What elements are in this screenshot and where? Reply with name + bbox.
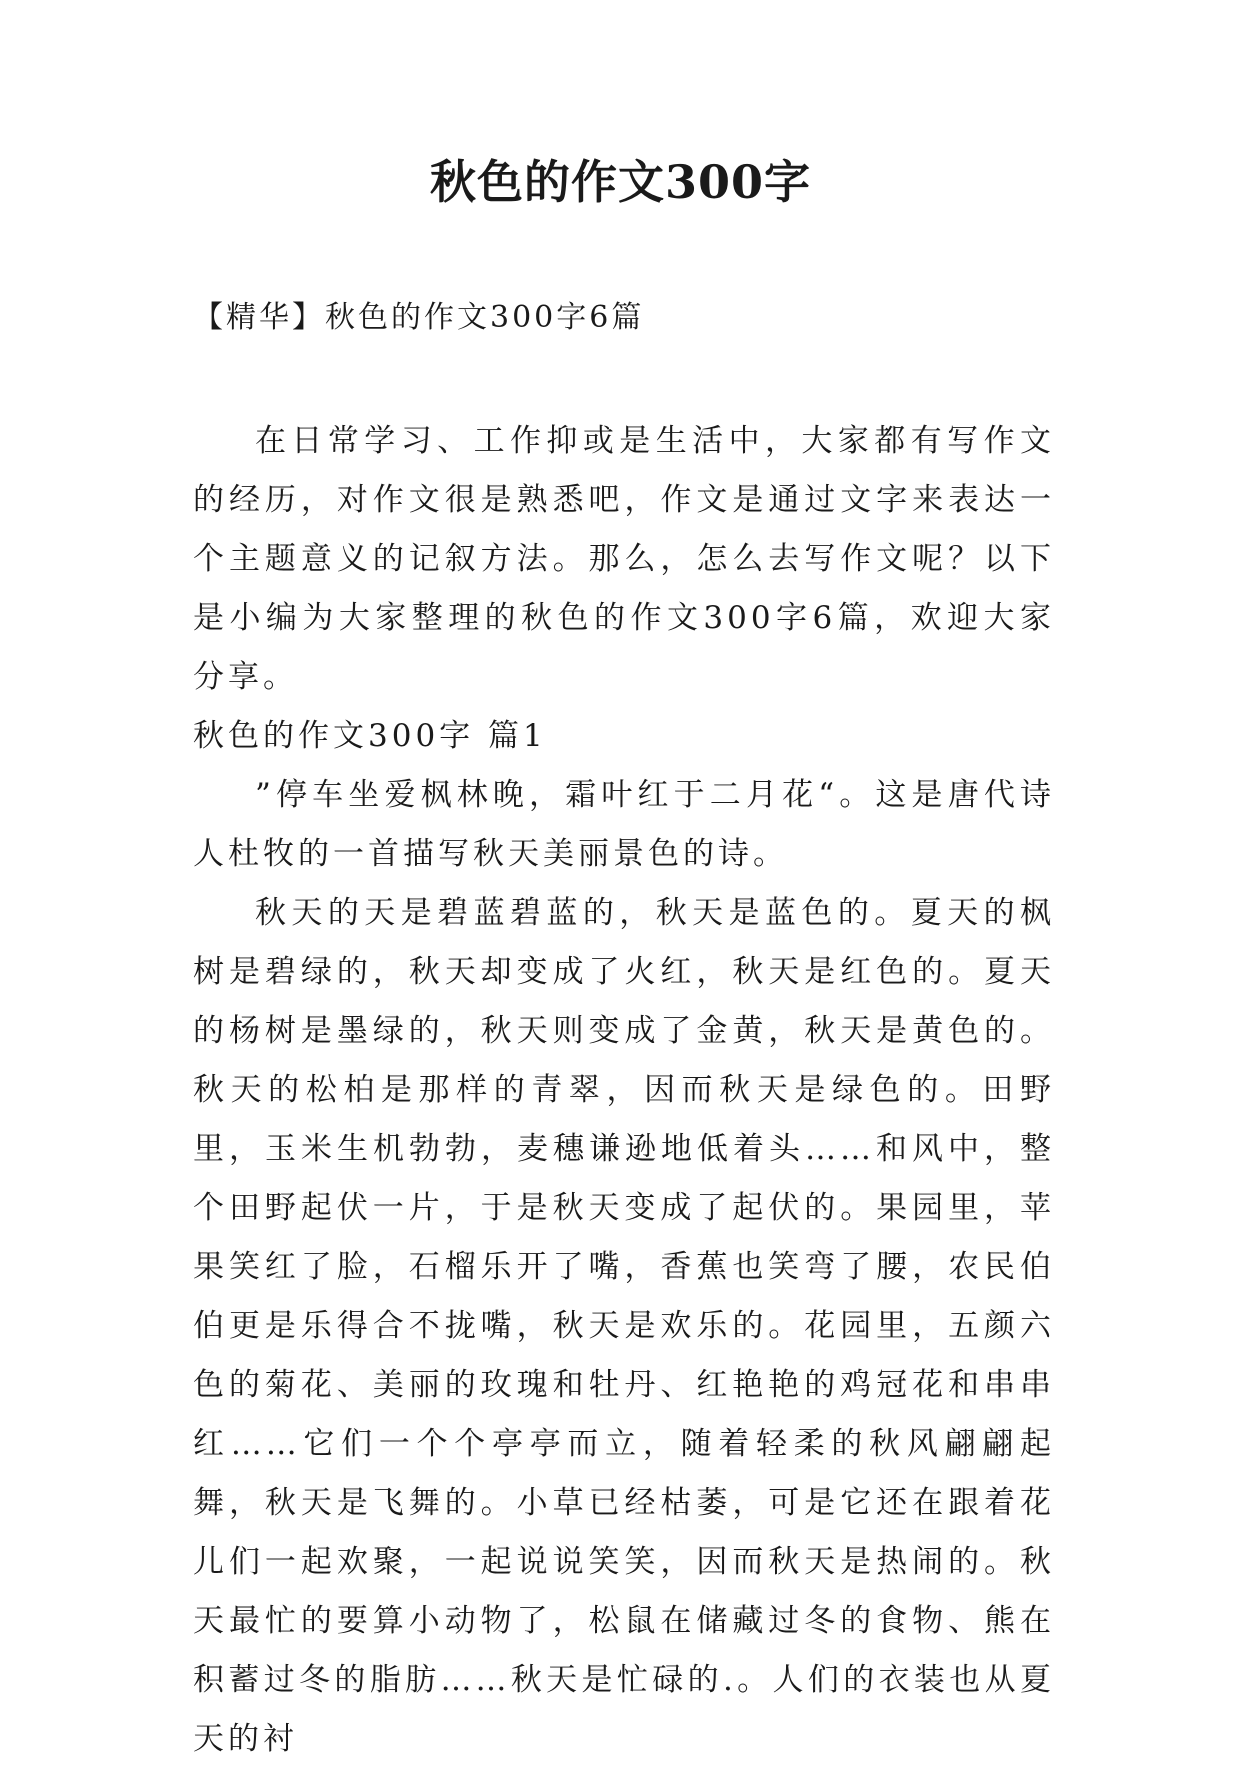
body-paragraph: ”停车坐爱枫林晚，霜叶红于二月花“。这是唐代诗人杜牧的一首描写秋天美丽景色的诗。 [193,777,1055,872]
intro-paragraph: 在日常学习、工作抑或是生活中，大家都有写作文的经历，对作文很是熟悉吧，作文是通过文字来表达一个主题意义的记叙方法。那么，怎么去写作文呢？以下是小编为大家整理的秋色的作文300字6篇，欢迎大家分享。 [193,423,1055,695]
document-body [193,412,1055,1769]
section-heading: 秋色的作文300字 篇1 [193,718,547,754]
document-subtitle: 【精华】秋色的作文300字6篇 [193,300,645,335]
document-title: 秋色的作文300字 [429,155,812,209]
body-paragraph: 秋天的天是碧蓝碧蓝的，秋天是蓝色的。夏天的枫树是碧绿的，秋天却变成了火红，秋天是红色的。夏天的杨树是墨绿的，秋天则变成了金黄，秋天是黄色的。秋天的松柏是那样的青翠，因而秋天是绿色的。田野里，玉米生机勃勃，麦穗谦逊地低着头……和风中，整个田野起伏一片，于是秋天变成了起伏的。果园里，苹果笑红了脸，石榴乐开了嘴，香蕉也笑弯了腰，农民伯伯更是乐得合不拢嘴，秋天是欢乐的。花园里，五颜六色的菊花、美丽的玫瑰和牡丹、红艳艳的鸡冠花和串串红……它们一个个亭亭而立，随着轻柔的秋风翩翩起舞，秋天是飞舞的。小草已经枯萎，可是它还在跟着花儿们一起欢聚，一起说说笑笑，因而秋天是热闹的。秋天最忙的要算小动物了，松鼠在储藏过冬的食物、熊在积蓄过冬的脂肪……秋天是忙碌的.。人们的衣装也从夏天的衬 [193,895,1055,1757]
